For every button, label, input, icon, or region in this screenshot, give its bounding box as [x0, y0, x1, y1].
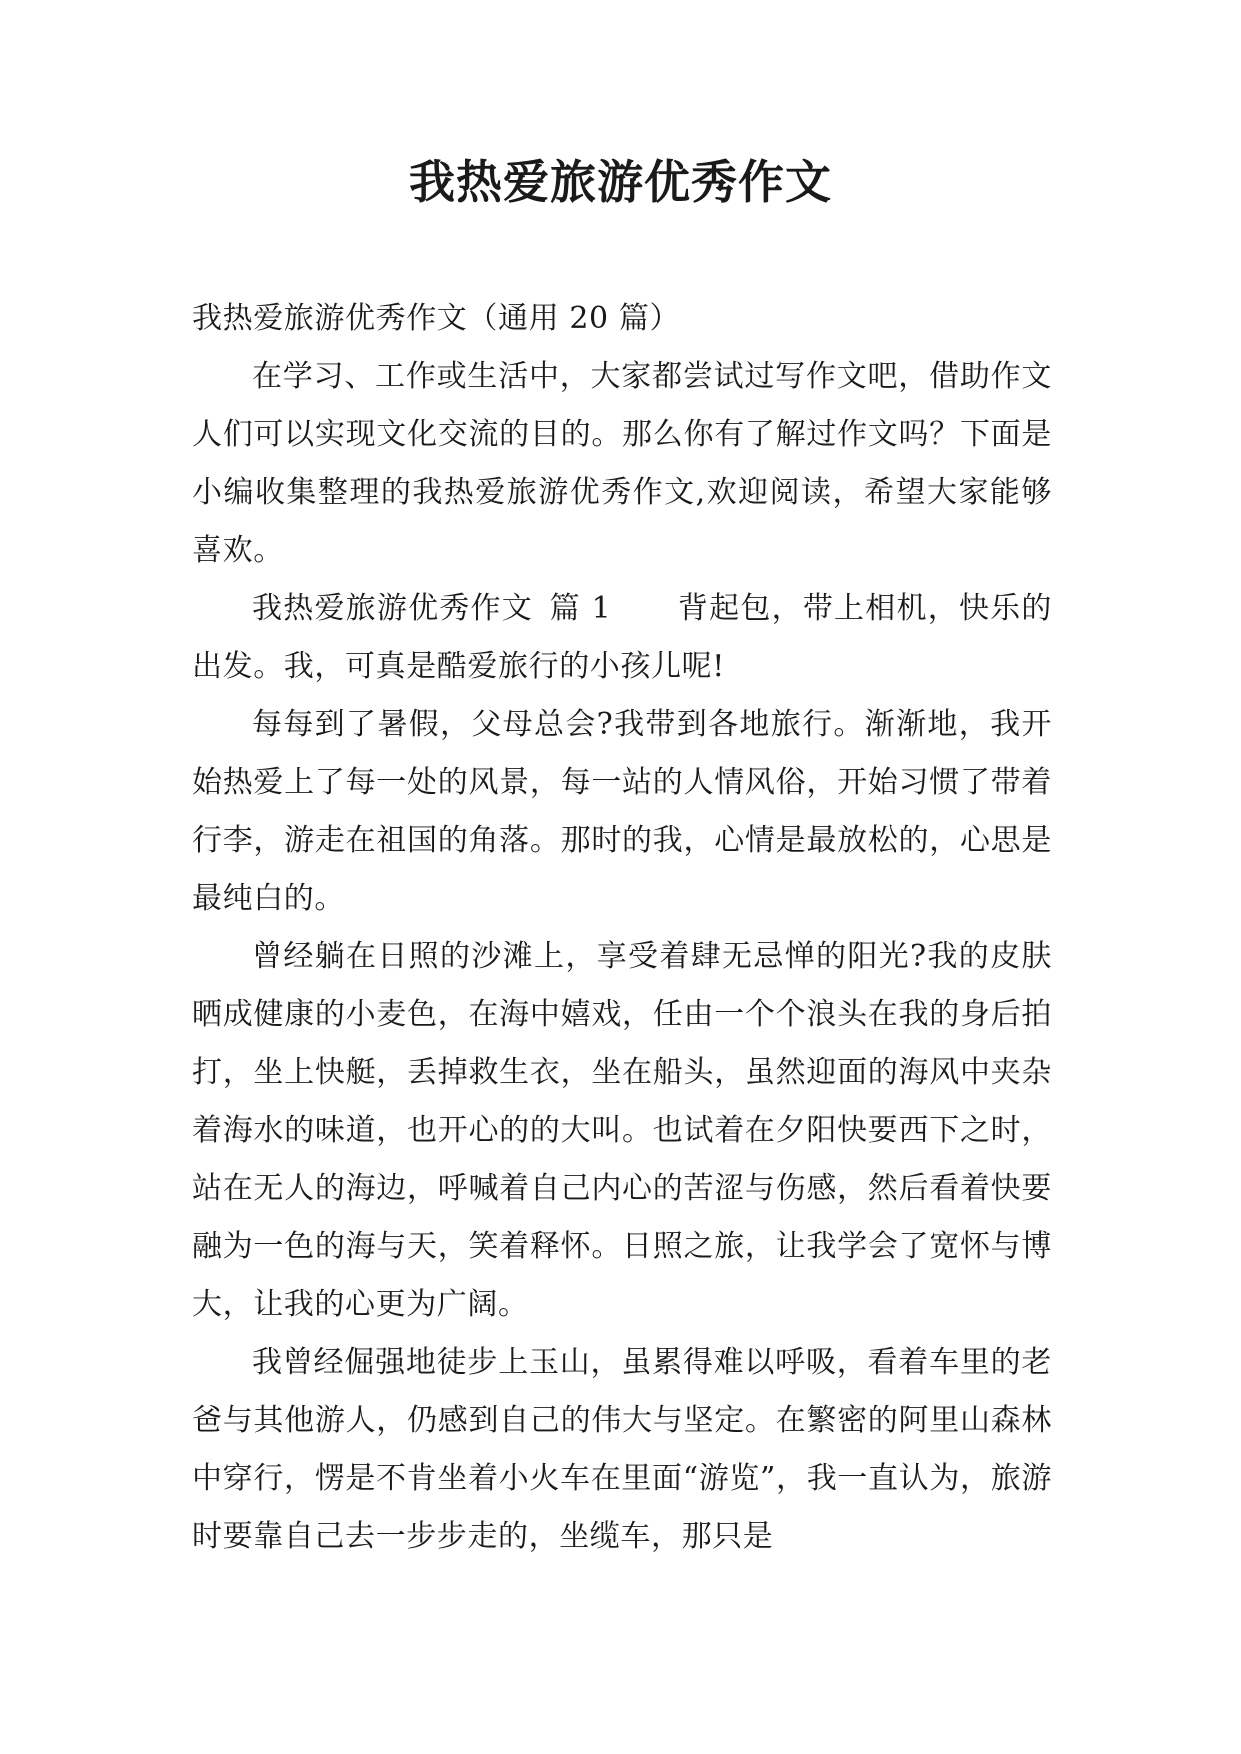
body-paragraph: 每每到了暑假，父母总会?我带到各地旅行。渐渐地，我开始热爱上了每一处的风景，每一站的人情风俗，开始习惯了带着行李，游走在祖国的角落。那时的我，心情是最放松的，心思是最纯白的。	[192, 707, 1052, 916]
document-body	[192, 290, 1052, 1566]
intro-paragraph: 在学习、工作或生活中，大家都尝试过写作文吧，借助作文人们可以实现文化交流的目的。那么你有了解过作文吗？下面是小编收集整理的我热爱旅游优秀作文,欢迎阅读，希望大家能够喜欢。	[192, 359, 1052, 568]
subtitle-line: 我热爱旅游优秀作文（通用 20 篇）	[192, 301, 681, 336]
document-title: 我热爱旅游优秀作文	[409, 155, 832, 209]
body-paragraph: 我曾经倔强地徒步上玉山，虽累得难以呼吸，看着车里的老爸与其他游人，仍感到自己的伟大与坚定。在繁密的阿里山森林中穿行，愣是不肯坐着小火车在里面“游览”，我一直认为，旅游时要靠自己去一步步走的，坐缆车，那只是	[192, 1345, 1052, 1554]
article-1-label: 篇 1	[549, 591, 612, 626]
article-1-heading: 我热爱旅游优秀作文	[252, 591, 534, 626]
article-1-opening	[192, 580, 1052, 696]
body-paragraph: 曾经躺在日照的沙滩上，享受着肆无忌惮的阳光?我的皮肤晒成健康的小麦色，在海中嬉戏，任由一个个浪头在我的身后拍打，坐上快艇，丢掉救生衣，坐在船头，虽然迎面的海风中夹杂着海水的味道，也开心的的大叫。也试着在夕阳快要西下之时，站在无人的海边，呼喊着自己内心的苦涩与伤感，然后看着快要融为一色的海与天，笑着释怀。日照之旅，让我学会了宽怀与博大，让我的心更为广阔。	[192, 939, 1052, 1322]
article-1-first-sentence: 背起包，带上相机，快乐的出发。我，可真是酷爱旅行的小孩儿呢!	[192, 591, 1052, 684]
